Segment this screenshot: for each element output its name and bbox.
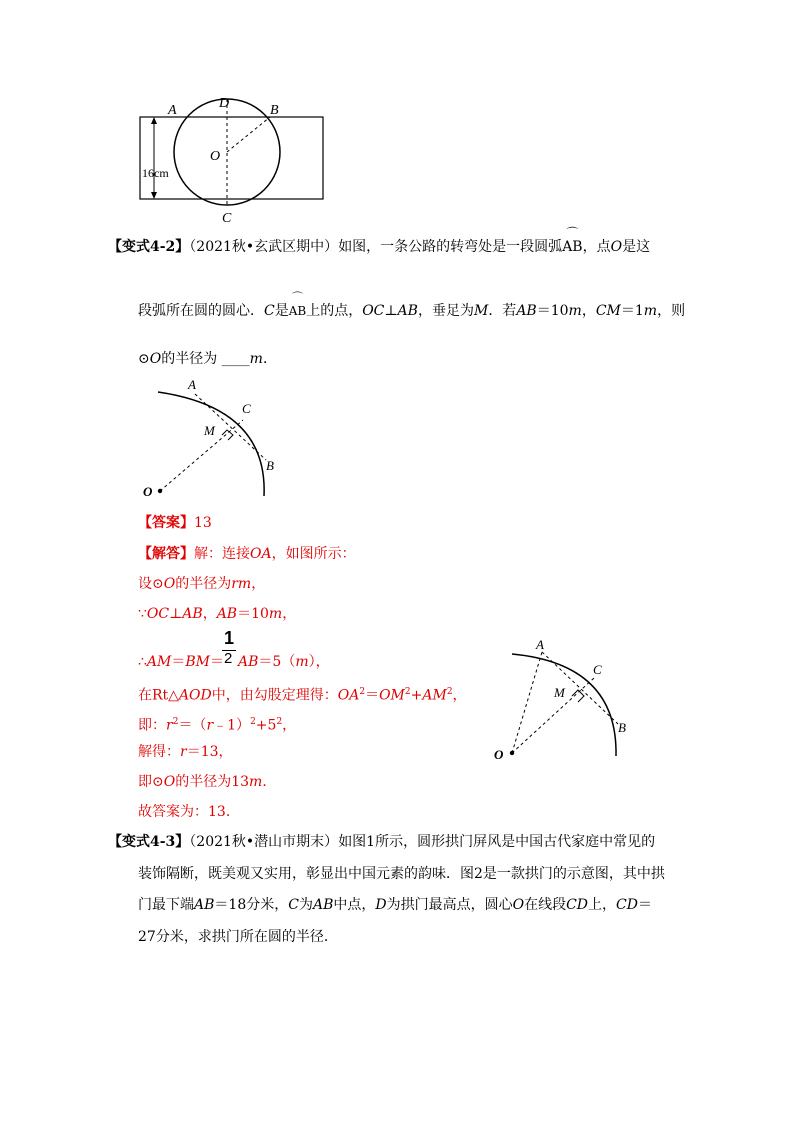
arrow-down-head [151,192,157,199]
solution-line5: 在Rt△AOD中，由勾股定理得：$OA^2=OM^2+AM^2$， [138,687,467,704]
figure-circle-rectangle [130,92,330,224]
solution-line8: 即⊙O的半径为13m． [138,774,277,790]
solution-line3: ∵OC⊥AB，AB＝10m， [138,606,297,622]
label-d: D [219,96,230,111]
label-c: C [222,211,232,224]
label-c: C [242,401,251,416]
problem-4-3-line1: 【变式4-3】（2021秋•潜山市期末）如图1所示，圆形拱门屏风是中国古代家庭中常见的 [108,834,656,850]
solution-line1: 【解答】解：连接OA，如图所示： [138,546,356,562]
figure-arc-road [140,378,290,503]
solution-line4: ∴AM＝BM＝ AB＝5（m）， [138,654,330,670]
answer-blank: ____ [221,351,250,367]
problem-4-3-line2: 装饰隔断，既美观又实用，彰显出中国元素的韵味．图2是一款拱门的示意图，其中拱 [138,866,665,882]
label-o: O [210,149,221,164]
problem-tag: 【变式4-2】 [108,239,190,255]
point-o [158,489,162,493]
label-b: B [270,103,279,118]
label-o: O [143,484,153,499]
label-height: 16cm [142,166,169,180]
label-m: M [554,685,565,700]
solution-line2: 设⊙O的半径为rm， [138,576,266,592]
label-o: O [494,747,504,762]
solution-line9: 故答案为：13． [138,804,240,820]
arc-ab-notation-small: ⌒ AB [288,291,307,318]
label-b: B [266,458,274,473]
answer-line: 【答案】13 [138,515,212,531]
problem-4-2-line1: 【变式4-2】（2021秋•玄武区期中）如图，一条公路的转弯处是一段圆弧 ⌒ AB，点O是这 [108,226,651,255]
rectangle [140,117,323,199]
fraction-numerator: 1 [224,628,235,648]
arrow-up-head [151,117,157,124]
right-angle-mark [222,430,233,440]
label-c: C [593,662,602,677]
label-b: B [618,720,626,735]
problem-4-2-line3: ⊙O的半径为 ____m． [138,351,277,367]
label-a: A [168,103,177,118]
solution-line7: 解得：r＝13， [138,744,233,760]
arc-ab-notation: ⌒ AB [562,226,583,255]
label-a: A [188,378,196,392]
problem-4-3-line3: 门最下端AB＝18分米，C为AB中点，D为拱门最高点，圆心O在线段CD上，CD＝ [138,897,652,913]
segment-oc [160,420,243,491]
problem-source: （2021秋•玄武区期中） [189,239,339,255]
figure-arc-solution [490,638,640,763]
point-o [510,751,514,755]
label-m: M [204,423,215,438]
segment-oa [512,652,542,753]
segment-ob [227,117,270,152]
solution-line6: 即：$r^2=(r﹣1)^2+5^2$， [138,717,297,734]
fraction-denominator: 2 [224,650,233,667]
problem-4-3-line4: 27分米，求拱门所在圆的半径． [138,929,338,945]
label-a: A [536,638,544,652]
problem-4-2-line2: 段弧所在圆的圆心．C是 ⌒ AB上的点，OC⊥AB，垂足为M．若AB＝10m，CM＝1m，则 [138,291,686,319]
